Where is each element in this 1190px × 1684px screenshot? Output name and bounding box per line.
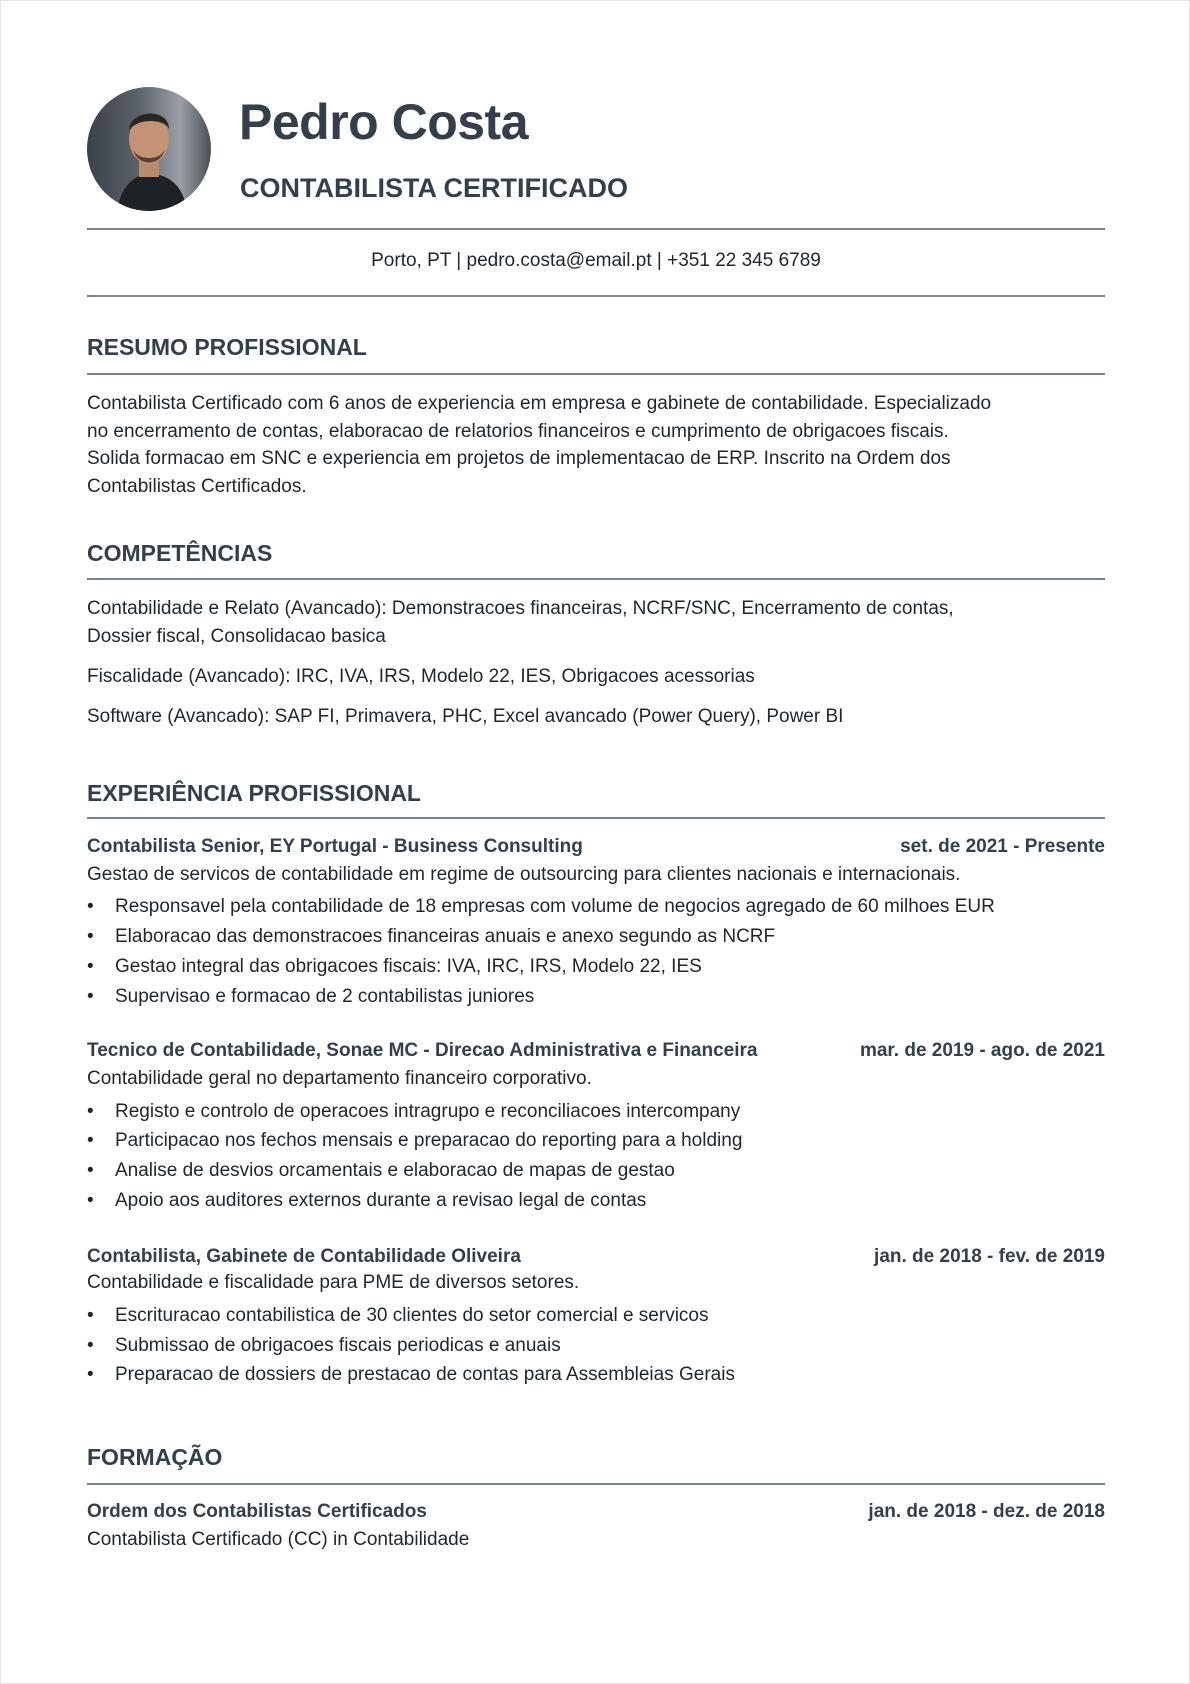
- divider: [87, 373, 1105, 375]
- job-description: Contabilidade e fiscalidade para PME de diversos setores.: [87, 1272, 580, 1293]
- bullet-text: Participacao nos fechos mensais e preparacao do reporting para a holding: [115, 1130, 743, 1151]
- bullet-icon: •: [87, 1190, 94, 1211]
- skill-line: Contabilidade e Relato (Avancado): Demonstracoes financeiras, NCRF/SNC, Encerramento de contas,: [87, 598, 954, 619]
- job-description: Contabilidade geral no departamento financeiro corporativo.: [87, 1068, 592, 1089]
- bullet-icon: •: [87, 896, 94, 917]
- section-heading-experience: EXPERIÊNCIA PROFISSIONAL: [87, 780, 421, 806]
- job-header: [87, 1040, 1105, 1062]
- education-header: [87, 1501, 1105, 1523]
- divider: [87, 817, 1105, 819]
- contact-info: Porto, PT | pedro.costa@email.pt | +351 22 345 6789: [371, 250, 821, 271]
- bullet-icon: •: [87, 956, 94, 977]
- divider: [87, 295, 1105, 297]
- skill-line: Dossier fiscal, Consolidacao basica: [87, 626, 386, 647]
- bullet-text: Apoio aos auditores externos durante a revisao legal de contas: [115, 1190, 647, 1211]
- bullet-text: Submissao de obrigacoes fiscais periodicas e anuais: [115, 1335, 561, 1356]
- job-bullet: [87, 1335, 561, 1357]
- bullet-text: Supervisao e formacao de 2 contabilistas juniores: [115, 986, 535, 1007]
- job-title: Contabilista Senior, EY Portugal - Business Consulting: [87, 836, 583, 857]
- divider: [87, 578, 1105, 580]
- job-bullet: [87, 896, 995, 918]
- bullet-text: Gestao integral das obrigacoes fiscais: IVA, IRC, IRS, Modelo 22, IES: [115, 956, 702, 977]
- bullet-icon: •: [87, 986, 94, 1007]
- job-bullet: [87, 926, 775, 948]
- bullet-icon: •: [87, 1305, 94, 1326]
- job-title: Contabilista, Gabinete de Contabilidade Oliveira: [87, 1246, 521, 1267]
- job-header: [87, 836, 1105, 858]
- education-title: Ordem dos Contabilistas Certificados: [87, 1501, 427, 1522]
- job-dates: mar. de 2019 - ago. de 2021: [859, 1040, 1105, 1061]
- bullet-icon: •: [87, 1160, 94, 1181]
- divider: [87, 1483, 1105, 1485]
- candidate-name: Pedro Costa: [239, 94, 529, 150]
- section-heading-education: FORMAÇÃO: [87, 1444, 223, 1470]
- job-description: Gestao de servicos de contabilidade em regime de outsourcing para clientes nacionais e internacionais.: [87, 864, 961, 885]
- profile-photo: [87, 87, 211, 211]
- job-bullet: [87, 1190, 646, 1212]
- summary-line: Contabilistas Certificados.: [87, 476, 307, 497]
- skill-line: Fiscalidade (Avancado): IRC, IVA, IRS, Modelo 22, IES, Obrigacoes acessorias: [87, 666, 755, 687]
- job-bullet: [87, 956, 702, 978]
- job-bullet: [87, 1160, 675, 1182]
- job-bullet: [87, 1130, 742, 1152]
- bullet-text: Registo e controlo de operacoes intragrupo e reconciliacoes intercompany: [115, 1101, 741, 1122]
- job-bullet: [87, 1101, 740, 1123]
- education-description: Contabilista Certificado (CC) in Contabilidade: [87, 1529, 470, 1550]
- bullet-text: Analise de desvios orcamentais e elaboracao de mapas de gestao: [115, 1160, 675, 1181]
- bullet-text: Elaboracao das demonstracoes financeiras anuais e anexo segundo as NCRF: [115, 926, 776, 947]
- summary-line: Contabilista Certificado com 6 anos de experiencia em empresa e gabinete de contabilidade. Especializado: [87, 393, 992, 414]
- bullet-text: Responsavel pela contabilidade de 18 empresas com volume de negocios agregado de 60 milhoes EUR: [115, 896, 995, 917]
- job-dates: jan. de 2018 - fev. de 2019: [874, 1246, 1105, 1267]
- job-bullet: [87, 1364, 735, 1386]
- education-dates: jan. de 2018 - dez. de 2018: [868, 1501, 1105, 1522]
- section-heading-skills: COMPETÊNCIAS: [87, 540, 273, 566]
- bullet-text: Preparacao de dossiers de prestacao de contas para Assembleias Gerais: [115, 1364, 735, 1385]
- bullet-icon: •: [87, 926, 94, 947]
- candidate-title: CONTABILISTA CERTIFICADO: [240, 173, 628, 203]
- job-header: [87, 1246, 1105, 1268]
- bullet-icon: •: [87, 1364, 94, 1385]
- job-dates: set. de 2021 - Presente: [900, 836, 1105, 857]
- summary-line: no encerramento de contas, elaboracao de relatorios financeiros e cumprimento de obrigacoes fiscais.: [87, 421, 949, 442]
- skill-line: Software (Avancado): SAP FI, Primavera, PHC, Excel avancado (Power Query), Power BI: [87, 706, 844, 727]
- bullet-text: Escrituracao contabilistica de 30 clientes do setor comercial e servicos: [115, 1305, 709, 1326]
- bullet-icon: •: [87, 1101, 94, 1122]
- divider: [87, 228, 1105, 230]
- job-title: Tecnico de Contabilidade, Sonae MC - Direcao Administrativa e Financeira: [87, 1040, 758, 1061]
- bullet-icon: •: [87, 1335, 94, 1356]
- job-bullet: [87, 986, 534, 1008]
- job-bullet: [87, 1305, 709, 1327]
- bullet-icon: •: [87, 1130, 94, 1151]
- section-heading-summary: RESUMO PROFISSIONAL: [87, 334, 367, 360]
- summary-line: Solida formacao em SNC e experiencia em projetos de implementacao de ERP. Inscrito na Ordem dos: [87, 448, 951, 469]
